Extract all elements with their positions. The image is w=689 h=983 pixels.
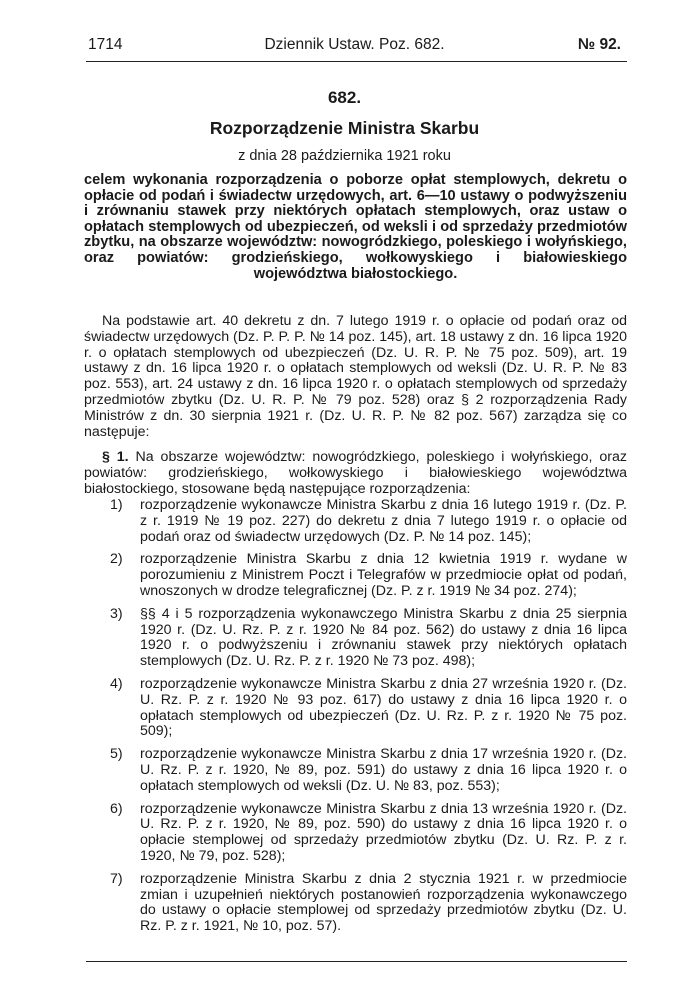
list-item-text: rozporządzenie wykonawcze Ministra Skarbu z dnia 17 września 1920 r. (Dz. U. Rz. P. z r. 1920, № 89, poz. 591) do ustawy z dnia 16 lipca 1920 r. o opłatach stemplowych od weksli (Dz. U. № 83, poz. 553); bbox=[140, 746, 627, 794]
issue-number: № 92. bbox=[577, 36, 621, 53]
footer-rule bbox=[86, 961, 627, 962]
act-subject: celem wykonania rozporządzenia o poborze opłat stemplowych, dekretu o opłacie od podań i świadectw urzędowych, art. 6—10 ustawy o podwyższeniu i zrównaniu stawek przy niektórych opłatach stemplowych, oraz ustaw o opłatach stemplowych od ubezpieczeń, od weksli i od sprzedaży przedmiotów zbytku, na obszarze województw: nowogródzkiego, poleskiego i wołyńskiego, oraz powiatów: grodzieńskiego, wołkowyskiego i białowieskiego województwa białostockiego. bbox=[84, 172, 627, 282]
list-item bbox=[84, 802, 627, 865]
list-marker: 2) bbox=[110, 551, 123, 568]
regulation-list bbox=[84, 498, 627, 942]
list-item-text: rozporządzenie Ministra Skarbu z dnia 2 stycznia 1921 r. w przedmiocie zmian i uzupełnień niektórych postanowień rozporządzenia wykonawczego do ustawy o opłacie stemplowej od sprzedaży przedmiotów zbytku (Dz. U. Rz. P. z r. 1921, № 10, poz. 57). bbox=[140, 870, 627, 935]
list-item bbox=[84, 747, 627, 794]
section-1-paragraph bbox=[84, 450, 627, 497]
list-marker: 1) bbox=[110, 497, 123, 513]
list-item bbox=[84, 677, 627, 740]
list-marker: 4) bbox=[110, 675, 123, 692]
list-marker: 3) bbox=[110, 605, 123, 622]
list-item-text: rozporządzenie wykonawcze Ministra Skarbu z dnia 27 września 1920 r. (Dz. U. Rz. P. z r. 1920 № 93 poz. 617) do ustawy z dnia 16 lipca 1920 r. o opłatach stemplowych od ubezpieczeń (Dz. U. Rz. P. z r. 1920 № 75 poz. 509); bbox=[140, 675, 627, 740]
list-item bbox=[84, 872, 627, 935]
list-item bbox=[84, 498, 627, 545]
header-rule bbox=[86, 61, 627, 62]
page-number: 1714 bbox=[88, 36, 123, 53]
list-item bbox=[84, 607, 627, 670]
list-item-text: rozporządzenie Ministra Skarbu z dnia 12 kwietnia 1919 r. wydane w porozumieniu z Ministrem Poczt i Telegrafów w przedmiocie opłat od podań, wnoszonych w drodze telegraficznej (Dz. P. z r. 1919 № 34 poz. 274); bbox=[140, 551, 627, 599]
list-item-text: rozporządzenie wykonawcze Ministra Skarbu z dnia 16 lutego 1919 r. (Dz. P. z r. 1919 № 19 poz. 227) do dekretu z dnia 7 lutego 1919 r. o opłacie od podań oraz od świadectw urzędowych (Dz. P. № 14 poz. 145); bbox=[140, 497, 627, 545]
list-marker: 7) bbox=[110, 870, 123, 887]
act-title: Rozporządzenie Ministra Skarbu bbox=[209, 118, 480, 138]
section-label: § 1. bbox=[102, 449, 129, 465]
preamble-paragraph: Na podstawie art. 40 dekretu z dn. 7 lutego 1919 r. o opłacie od podań oraz od świadectw urzędowych (Dz. P. P. P. № 14 poz. 145), art. 18 ustawy z dn. 16 lipca 1920 r. o opłatach stemplowych od ubezpieczeń (Dz. U. R. P. № 75 poz. 509), art. 19 ustawy z dn. 16 lipca 1920 r. o opłatach stemplowych od weksli (Dz. U. R. P. № 83 poz. 553), art. 24 ustawy z dn. 16 lipca 1920 r. o opłatach stemplowych od sprzedaży przedmiotów zbytku (Dz. U. R. P. № 79 poz. 528) oraz § 2 rozporządzenia Rady Ministrów z dn. 30 sierpnia 1921 r. (Dz. U. R. P. № 82 poz. 567) zarządza się co następuje: bbox=[84, 313, 627, 440]
act-number: 682. bbox=[327, 88, 362, 107]
list-item bbox=[84, 552, 627, 599]
journal-reference: Dziennik Ustaw. Poz. 682. bbox=[264, 36, 445, 53]
page-header bbox=[88, 36, 621, 58]
list-item-text: rozporządzenie wykonawcze Ministra Skarbu z dnia 13 września 1920 r. (Dz. U. Rz. P. z r. 1920, № 89, poz. 590) do ustawy z dnia 16 lipca 1920 r. o opłacie stemplowej od sprzedaży przedmiotów zbytku (Dz. U. Rz. P. z r. 1920, № 79, poz. 528); bbox=[140, 800, 627, 864]
list-item-text: §§ 4 i 5 rozporządzenia wykonawczego Ministra Skarbu z dnia 25 sierpnia 1920 r. (Dz. U. Rz. P. z r. 1920 № 84 poz. 562) do ustawy z dnia 16 lipca 1920 r. o podwyższeniu i zrównaniu stawek przy niektórych opłatach stemplowych (Dz. U. Rz. P. z r. 1920 № 73 poz. 498); bbox=[140, 605, 627, 670]
list-marker: 6) bbox=[110, 800, 123, 817]
act-date: z dnia 28 października 1921 roku bbox=[238, 148, 451, 164]
section-text: Na obszarze województw: nowogródzkiego, poleskiego i wołyńskiego, oraz powiatów: grodzieńskiego, wołkowyskiego i białowieskiego województwa białostockiego, stosowane będą następujące rozporządzenia: bbox=[84, 449, 627, 497]
list-marker: 5) bbox=[110, 746, 123, 763]
